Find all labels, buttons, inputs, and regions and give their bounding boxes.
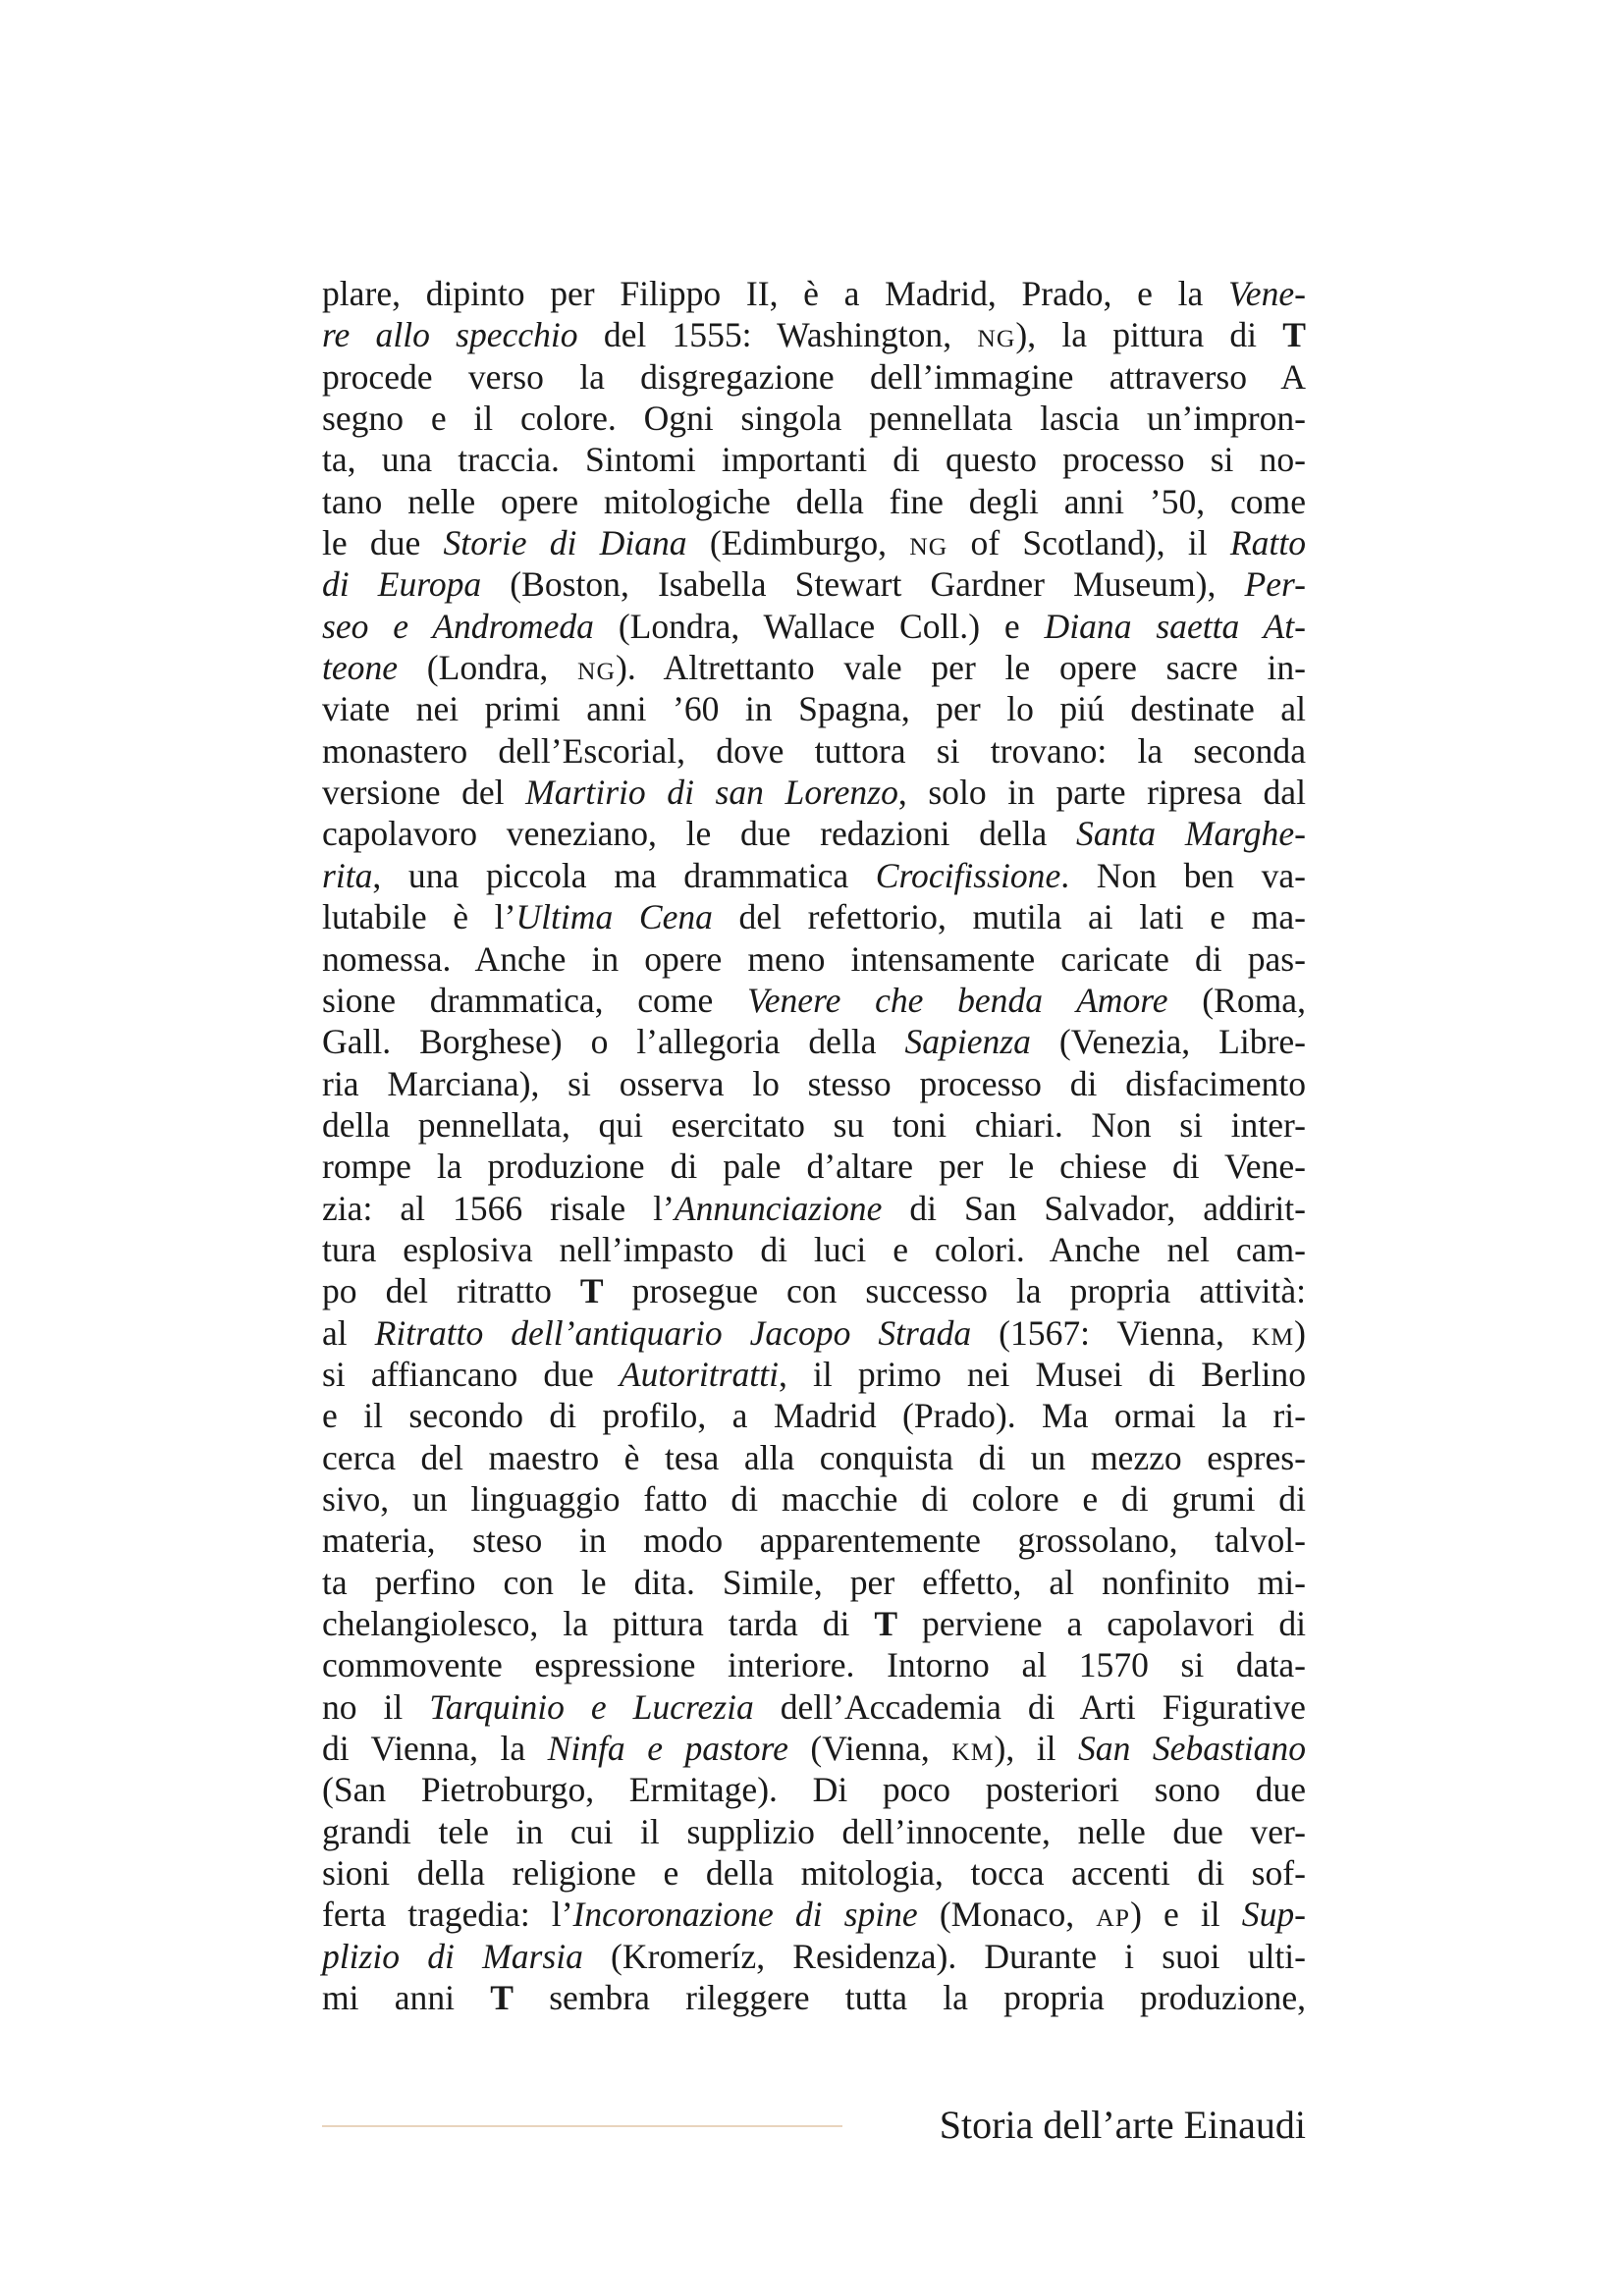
text-line — [322, 1229, 1306, 1270]
text-run: ). Altrettanto vale per le opere sacre in- — [616, 648, 1306, 688]
text-run: plare, dipinto per Filippo II, è a Madrid, Prado, e la — [322, 274, 1228, 313]
text-run: prosegue con successo la propria attività: — [603, 1271, 1306, 1311]
italic-text: Autoritratti — [619, 1354, 779, 1394]
text-run: segno e il colore. Ogni singola pennellata lascia un’impron- — [322, 399, 1306, 439]
text-line — [322, 1104, 1306, 1146]
text-run: ferta tragedia: l’ — [322, 1895, 573, 1935]
text-line — [322, 356, 1306, 398]
text-run: (Roma, — [1167, 980, 1306, 1020]
text-run: chelangiolesco, la pittura tarda di — [322, 1604, 875, 1643]
text-run: rompe la produzione di pale d’altare per le chiese di Vene- — [322, 1147, 1306, 1187]
bold-text: T — [1282, 315, 1307, 355]
text-line — [322, 1603, 1306, 1644]
text-line — [322, 273, 1306, 314]
text-run: (Boston, Isabella Stewart Gardner Museum), — [481, 564, 1245, 605]
text-run: (1567: Vienna, — [971, 1312, 1252, 1353]
text-line — [322, 896, 1306, 937]
text-line — [322, 1811, 1306, 1852]
text-line — [322, 1686, 1306, 1728]
text-run: capolavoro veneziano, le due redazioni della — [322, 814, 1077, 854]
text-line — [322, 688, 1306, 729]
text-run: del 1555: Washington, — [577, 315, 978, 355]
text-run: versione del — [322, 773, 526, 813]
italic-text: seo e Andromeda — [322, 606, 594, 646]
text-run: di San Salvador, addirit- — [882, 1188, 1307, 1228]
footer-rule — [322, 2125, 842, 2127]
text-run: si affiancano due — [322, 1354, 620, 1394]
text-run: viate nei primi anni ’60 in Spagna, per lo piú destinate al — [322, 689, 1306, 729]
text-run: dell’Accademia di Arti Figurative — [753, 1686, 1306, 1727]
text-line — [322, 1769, 1306, 1810]
text-run: nomessa. Anche in opere meno intensamente caricate di pas- — [322, 938, 1306, 979]
text-run: del refettorio, mutila ai lati e ma- — [712, 897, 1306, 937]
text-run: ) e il — [1130, 1895, 1242, 1935]
small-caps-text: NG — [977, 324, 1016, 353]
text-run: sioni della religione e della mitologia, tocca accenti di sof- — [322, 1853, 1306, 1894]
text-run: ), il — [994, 1729, 1079, 1769]
italic-text: Ultima Cena — [515, 897, 713, 937]
footer-title: Storia dell’arte Einaudi — [939, 2103, 1306, 2147]
italic-text: Ritratto dell’antiquario Jacopo Strada — [374, 1312, 972, 1353]
text-run: ria Marciana), si osserva lo stesso processo di disfacimento — [322, 1063, 1306, 1103]
text-line — [322, 522, 1306, 563]
italic-text: Incoronazione di spine — [572, 1895, 918, 1935]
text-run: (Londra, — [398, 648, 577, 688]
italic-text: Per- — [1244, 564, 1306, 605]
small-caps-text: KM — [951, 1737, 995, 1767]
text-line — [322, 1520, 1306, 1561]
text-run: (Kromeríz, Residenza). Durante i suoi ulti- — [582, 1936, 1306, 1976]
italic-text: Diana saetta At- — [1044, 606, 1306, 646]
text-run: zia: al 1566 risale l’ — [322, 1188, 675, 1228]
text-run: sembra rileggere tutta la propria produzione, — [513, 1978, 1306, 2018]
body-text — [322, 273, 1306, 2018]
text-line — [322, 1478, 1306, 1520]
text-run: mi anni — [322, 1978, 491, 2018]
text-run: grandi tele in cui il supplizio dell’innocente, nelle due ver- — [322, 1811, 1306, 1851]
text-line — [322, 1146, 1306, 1187]
text-run: , una piccola ma drammatica — [372, 855, 876, 895]
text-run: materia, steso in modo apparentemente grossolano, talvol- — [322, 1521, 1306, 1561]
small-caps-text: NG — [909, 532, 948, 561]
text-line — [322, 481, 1306, 522]
italic-text: Sapienza — [904, 1022, 1031, 1062]
text-line — [322, 1437, 1306, 1478]
italic-text: Vene- — [1227, 274, 1306, 313]
text-line — [322, 980, 1306, 1021]
italic-text: Ninfa e pastore — [547, 1729, 788, 1769]
text-run: . Non ben va- — [1060, 855, 1307, 895]
text-line — [322, 1354, 1306, 1395]
text-run: commovente espressione interiore. Intorno al 1570 si data- — [322, 1645, 1306, 1685]
italic-text: San Sebastiano — [1078, 1729, 1307, 1769]
italic-text: di Europa — [322, 564, 482, 605]
text-line — [322, 1644, 1306, 1685]
text-run: sione drammatica, come — [322, 980, 747, 1020]
text-run: cerca del maestro è tesa alla conquista di un mezzo espres- — [322, 1437, 1306, 1477]
text-line — [322, 772, 1306, 813]
text-run: tano nelle opere mitologiche della fine degli anni ’50, come — [322, 481, 1306, 521]
bold-text: T — [579, 1271, 604, 1311]
text-run: (Venezia, Libre- — [1030, 1022, 1306, 1062]
italic-text: plizio di Marsia — [322, 1936, 583, 1976]
italic-text: Santa Marghe- — [1076, 814, 1306, 854]
text-run: procede verso la disgregazione dell’immagine attraverso A — [322, 356, 1306, 397]
text-line — [322, 1395, 1306, 1436]
text-line — [322, 647, 1306, 688]
text-line — [322, 1188, 1306, 1229]
text-line — [322, 730, 1306, 772]
text-run: ) — [1294, 1312, 1306, 1353]
small-caps-text: AP — [1096, 1903, 1131, 1933]
text-line — [322, 855, 1306, 896]
italic-text: Annunciazione — [674, 1188, 883, 1228]
text-line — [322, 1063, 1306, 1104]
text-run: e il secondo di profilo, a Madrid (Prado). Ma ormai la ri- — [322, 1396, 1306, 1436]
text-run: sivo, un linguaggio fatto di macchie di colore e di grumi di — [322, 1478, 1306, 1519]
text-run: (Londra, Wallace Coll.) e — [593, 606, 1045, 646]
text-run: lutabile è l’ — [322, 897, 516, 937]
text-run: al — [322, 1312, 375, 1353]
text-line — [322, 606, 1306, 647]
bold-text: T — [490, 1978, 514, 2018]
text-line — [322, 1977, 1306, 2018]
italic-text: Sup- — [1241, 1895, 1306, 1935]
text-line — [322, 1270, 1306, 1311]
text-run: (Edimburgo, — [686, 523, 910, 563]
text-line — [322, 1894, 1306, 1935]
text-run: of Scotland), il — [947, 523, 1230, 563]
text-run: di Vienna, la — [322, 1729, 548, 1769]
italic-text: Ratto — [1229, 523, 1306, 563]
text-run: , solo in parte ripresa dal — [897, 773, 1306, 813]
text-run: , il primo nei Musei di Berlino — [778, 1354, 1306, 1394]
italic-text: Venere che benda Amore — [746, 980, 1168, 1020]
small-caps-text: KM — [1251, 1321, 1295, 1351]
text-line — [322, 1852, 1306, 1894]
text-line — [322, 439, 1306, 480]
italic-text: rita — [322, 855, 373, 895]
text-run: ta perfino con le dita. Simile, per effetto, al nonfinito mi- — [322, 1562, 1306, 1602]
italic-text: Crocifissione — [875, 855, 1061, 895]
text-line — [322, 563, 1306, 605]
small-caps-text: NG — [576, 657, 617, 686]
text-line — [322, 398, 1306, 439]
text-run: le due — [322, 523, 444, 563]
text-line — [322, 1021, 1306, 1062]
text-line — [322, 1562, 1306, 1603]
text-run: della pennellata, qui esercitato su toni chiari. Non si inter- — [322, 1104, 1306, 1145]
text-line — [322, 314, 1306, 355]
text-run: po del ritratto — [322, 1271, 580, 1311]
text-run: monastero dell’Escorial, dove tuttora si trovano: la seconda — [322, 730, 1306, 771]
text-run: tura esplosiva nell’impasto di luci e colori. Anche nel cam- — [322, 1229, 1306, 1269]
text-line — [322, 938, 1306, 980]
text-line — [322, 1312, 1306, 1354]
text-run: Gall. Borghese) o l’allegoria della — [322, 1022, 905, 1062]
text-line — [322, 813, 1306, 854]
bold-text: T — [874, 1604, 898, 1643]
text-run: ta, una traccia. Sintomi importanti di questo processo si no- — [322, 440, 1306, 480]
text-run: (San Pietroburgo, Ermitage). Di poco posteriori sono due — [322, 1770, 1306, 1810]
italic-text: re allo specchio — [322, 315, 578, 355]
text-run: (Monaco, — [917, 1895, 1097, 1935]
page-footer — [322, 2101, 1306, 2150]
text-run: no il — [322, 1686, 430, 1727]
text-run: ), la pittura di — [1015, 315, 1283, 355]
text-line — [322, 1728, 1306, 1769]
italic-text: Storie di Diana — [443, 523, 687, 563]
italic-text: Martirio di san Lorenzo — [525, 773, 898, 813]
text-line — [322, 1936, 1306, 1977]
italic-text: teone — [322, 648, 399, 688]
italic-text: Tarquinio e Lucrezia — [429, 1686, 754, 1727]
text-run: perviene a capolavori di — [897, 1604, 1306, 1643]
text-run: (Vienna, — [787, 1729, 952, 1769]
